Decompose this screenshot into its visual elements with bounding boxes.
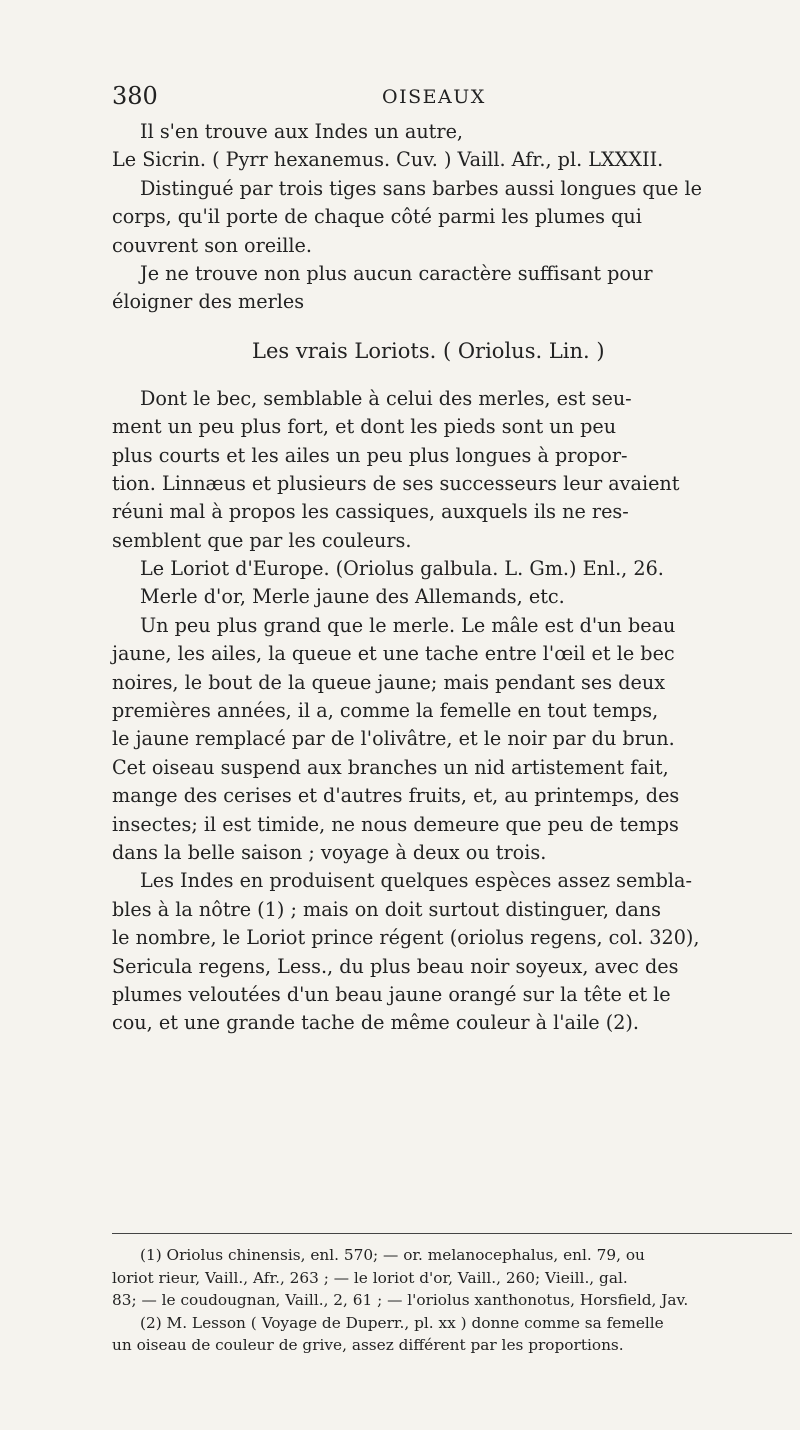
text-line: premières années, il a, comme la femelle en tout temps,: [112, 699, 659, 723]
text-line: corps, qu'il porte de chaque côté parmi les plumes qui: [112, 205, 642, 229]
text-line: mange des cerises et d'autres fruits, et, au printemps, des: [112, 784, 680, 808]
footnote-line: (1) Oriolus chinensis, enl. 570; — or. melanocephalus, enl. 79, ou: [140, 1246, 645, 1264]
running-title: OISEAUX: [382, 86, 486, 108]
text-line: Les Indes en produisent quelques espèces assez sembla-: [140, 869, 692, 893]
text-line: le nombre, le Loriot prince régent (oriolus regens, col. 320),: [112, 926, 700, 950]
text-line: Le Sicrin. ( Pyrr hexanemus. Cuv. ) Vaill. Afr., pl. LXXXII.: [112, 148, 664, 172]
text-line: Merle d'or, Merle jaune des Allemands, etc.: [140, 585, 565, 609]
text-line: cou, et une grande tache de même couleur à l'aile (2).: [112, 1011, 639, 1035]
text-line: insectes; il est timide, ne nous demeure que peu de temps: [112, 812, 679, 836]
text-line: réuni mal à propos les cassiques, auxquels ils ne res-: [112, 500, 629, 524]
text-line: semblent que par les couleurs.: [112, 528, 412, 552]
text-line: noires, le bout de la queue jaune; mais pendant ses deux: [112, 670, 666, 694]
page-number: 380: [112, 82, 158, 110]
text-line: Dont le bec, semblable à celui des merles, est seu-: [140, 386, 632, 410]
text-line: bles à la nôtre (1) ; mais on doit surtout distinguer, dans: [112, 897, 661, 921]
text-line: le jaune remplacé par de l'olivâtre, et le noir par du brun.: [112, 727, 675, 751]
text-line: Il s'en trouve aux Indes un autre,: [140, 120, 464, 143]
text-line: couvrent son oreille.: [112, 233, 312, 257]
text-line: plus courts et les ailes un peu plus longues à propor-: [112, 443, 628, 467]
text-line: Sericula regens, Less., du plus beau noir soyeux, avec des: [112, 954, 679, 978]
text-line: plumes veloutées d'un beau jaune orangé sur la tête et le: [112, 982, 671, 1006]
footnote-divider: [112, 1233, 792, 1234]
text-line: éloigner des merles: [112, 290, 305, 314]
main-text: [112, 118, 792, 1038]
footnote-line: 83; — le coudougnan, Vaill., 2, 61 ; — l'oriolus xanthonotus, Horsfield, Jav.: [112, 1291, 689, 1309]
text-line: Cet oiseau suspend aux branches un nid artistement fait,: [112, 755, 669, 779]
page-header: [112, 82, 732, 112]
text-line: Le Loriot d'Europe. (Oriolus galbula. L. Gm.) Enl., 26.: [140, 557, 664, 581]
section-title: Les vrais Loriots. ( Oriolus. Lin. ): [252, 338, 605, 363]
text-line: dans la belle saison ; voyage à deux ou trois.: [112, 840, 547, 864]
footnote-line: loriot rieur, Vaill., Afr., 263 ; — le loriot d'or, Vaill., 260; Vieill., gal.: [112, 1268, 628, 1287]
text-line: Je ne trouve non plus aucun caractère suffisant pour: [140, 261, 653, 285]
text-line: tion. Linnæus et plusieurs de ses successeurs leur avaient: [112, 471, 680, 495]
text-line: Distingué par trois tiges sans barbes aussi longues que le: [140, 176, 702, 200]
footnote-line: un oiseau de couleur de grive, assez différent par les proportions.: [112, 1336, 624, 1354]
footnote-line: (2) M. Lesson ( Voyage de Duperr., pl. xx ) donne comme sa femelle: [140, 1313, 664, 1332]
text-line: ment un peu plus fort, et dont les pieds sont un peu: [112, 415, 617, 439]
text-line: jaune, les ailes, la queue et une tache entre l'œil et le bec: [112, 642, 675, 666]
text-line: Un peu plus grand que le merle. Le mâle est d'un beau: [140, 613, 676, 637]
footnotes: [112, 1244, 792, 1357]
